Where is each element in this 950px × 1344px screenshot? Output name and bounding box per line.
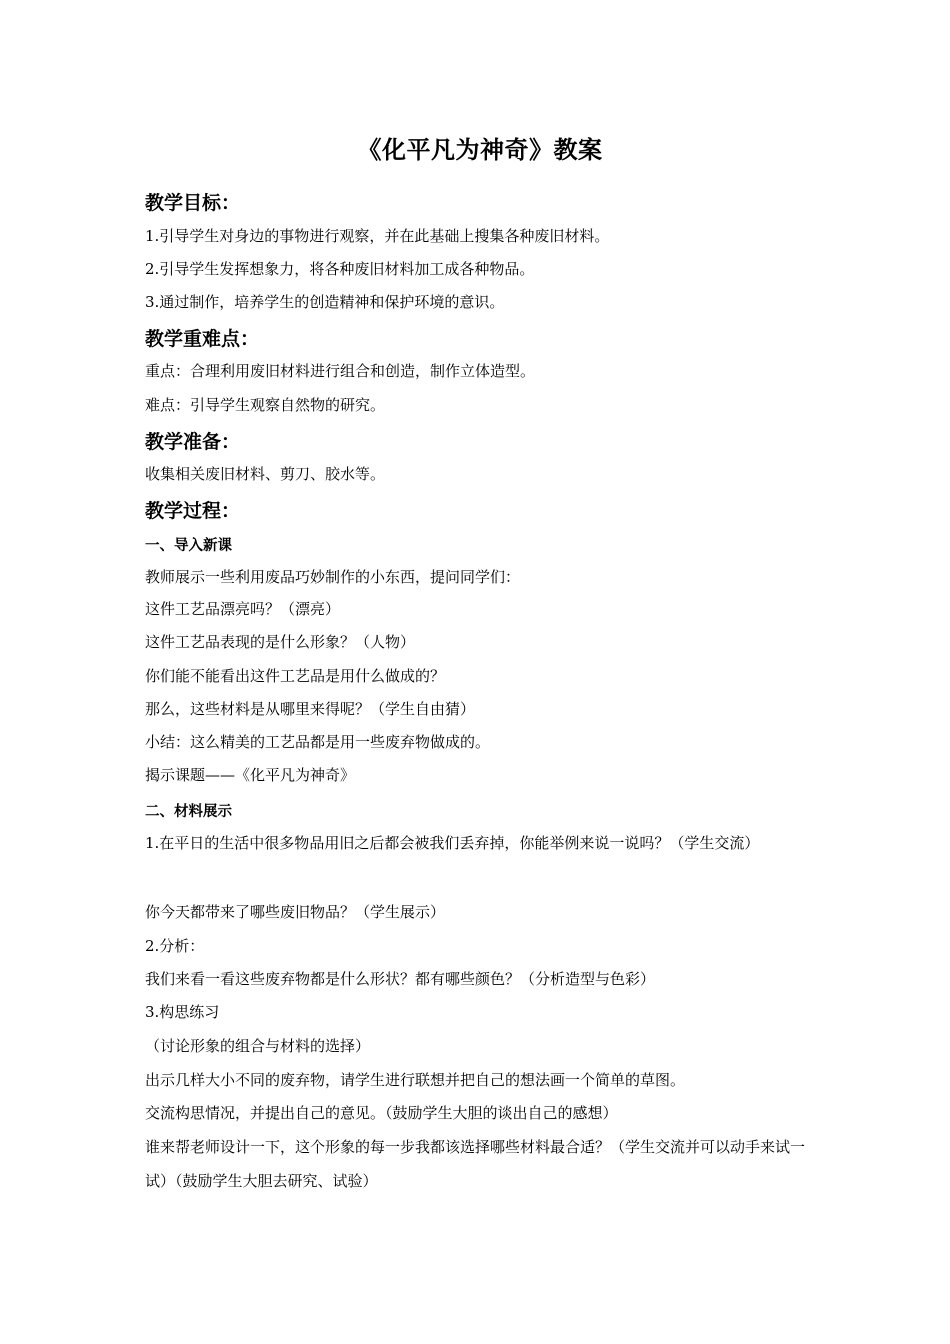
heading-teaching-process: 教学过程：	[145, 500, 241, 522]
goal-item: 2.引导学生发挥想象力，将各种废旧材料加工成各种物品。	[145, 260, 535, 278]
process-item: 3.构思练习	[145, 1003, 220, 1021]
process-item: 我们来看一看这些废弃物都是什么形状？都有哪些颜色？（分析造型与色彩）	[145, 970, 656, 988]
process-item: 谁来帮老师设计一下，这个形象的每一步我都该选择哪些材料最合适？（学生交流并可以动手来试一试）（鼓励学生大胆去研究、试验）	[145, 1138, 806, 1190]
keypoint-item: 难点：引导学生观察自然物的研究。	[145, 396, 386, 414]
process-item: 小结：这么精美的工艺品都是用一些废弃物做成的。	[145, 733, 491, 751]
document-title: 《化平凡为神奇》教案	[357, 136, 603, 164]
process-item: 这件工艺品表现的是什么形象？（人物）	[145, 633, 416, 651]
process-item: 揭示课题——《化平凡为神奇》	[145, 766, 356, 784]
process-item: 2.分析：	[145, 937, 205, 955]
process-item: （讨论形象的组合与材料的选择）	[145, 1037, 371, 1055]
process-item: 1.在平日的生活中很多物品用旧之后都会被我们丢弃掉，你能举例来说一说吗？（学生交流）	[145, 834, 760, 852]
process-item: 你们能不能看出这件工艺品是用什么做成的？	[145, 667, 446, 685]
process-item: 你今天都带来了哪些废旧物品？（学生展示）	[145, 903, 446, 921]
keypoint-item: 重点：合理利用废旧材料进行组合和创造，制作立体造型。	[145, 362, 536, 380]
heading-teaching-goals: 教学目标：	[145, 192, 241, 214]
process-item: 出示几样大小不同的废弃物，请学生进行联想并把自己的想法画一个简单的草图。	[145, 1071, 686, 1089]
process-item: 交流构思情况，并提出自己的意见。（鼓励学生大胆的谈出自己的感想）	[145, 1104, 618, 1122]
prep-item: 收集相关废旧材料、剪刀、胶水等。	[145, 465, 386, 483]
subheading-materials: 二、材料展示	[145, 804, 232, 820]
process-item: 这件工艺品漂亮吗？（漂亮）	[145, 600, 341, 618]
process-item: 教师展示一些利用废品巧妙制作的小东西，提问同学们：	[145, 568, 521, 586]
process-item: 那么，这些材料是从哪里来得呢？（学生自由猜）	[145, 700, 476, 718]
goal-item: 3.通过制作，培养学生的创造精神和保护环境的意识。	[145, 293, 505, 311]
heading-teaching-prep: 教学准备：	[145, 431, 241, 453]
subheading-intro: 一、导入新课	[145, 538, 232, 554]
goal-item: 1.引导学生对身边的事物进行观察，并在此基础上搜集各种废旧材料。	[145, 227, 610, 245]
heading-key-points: 教学重难点：	[145, 328, 260, 350]
